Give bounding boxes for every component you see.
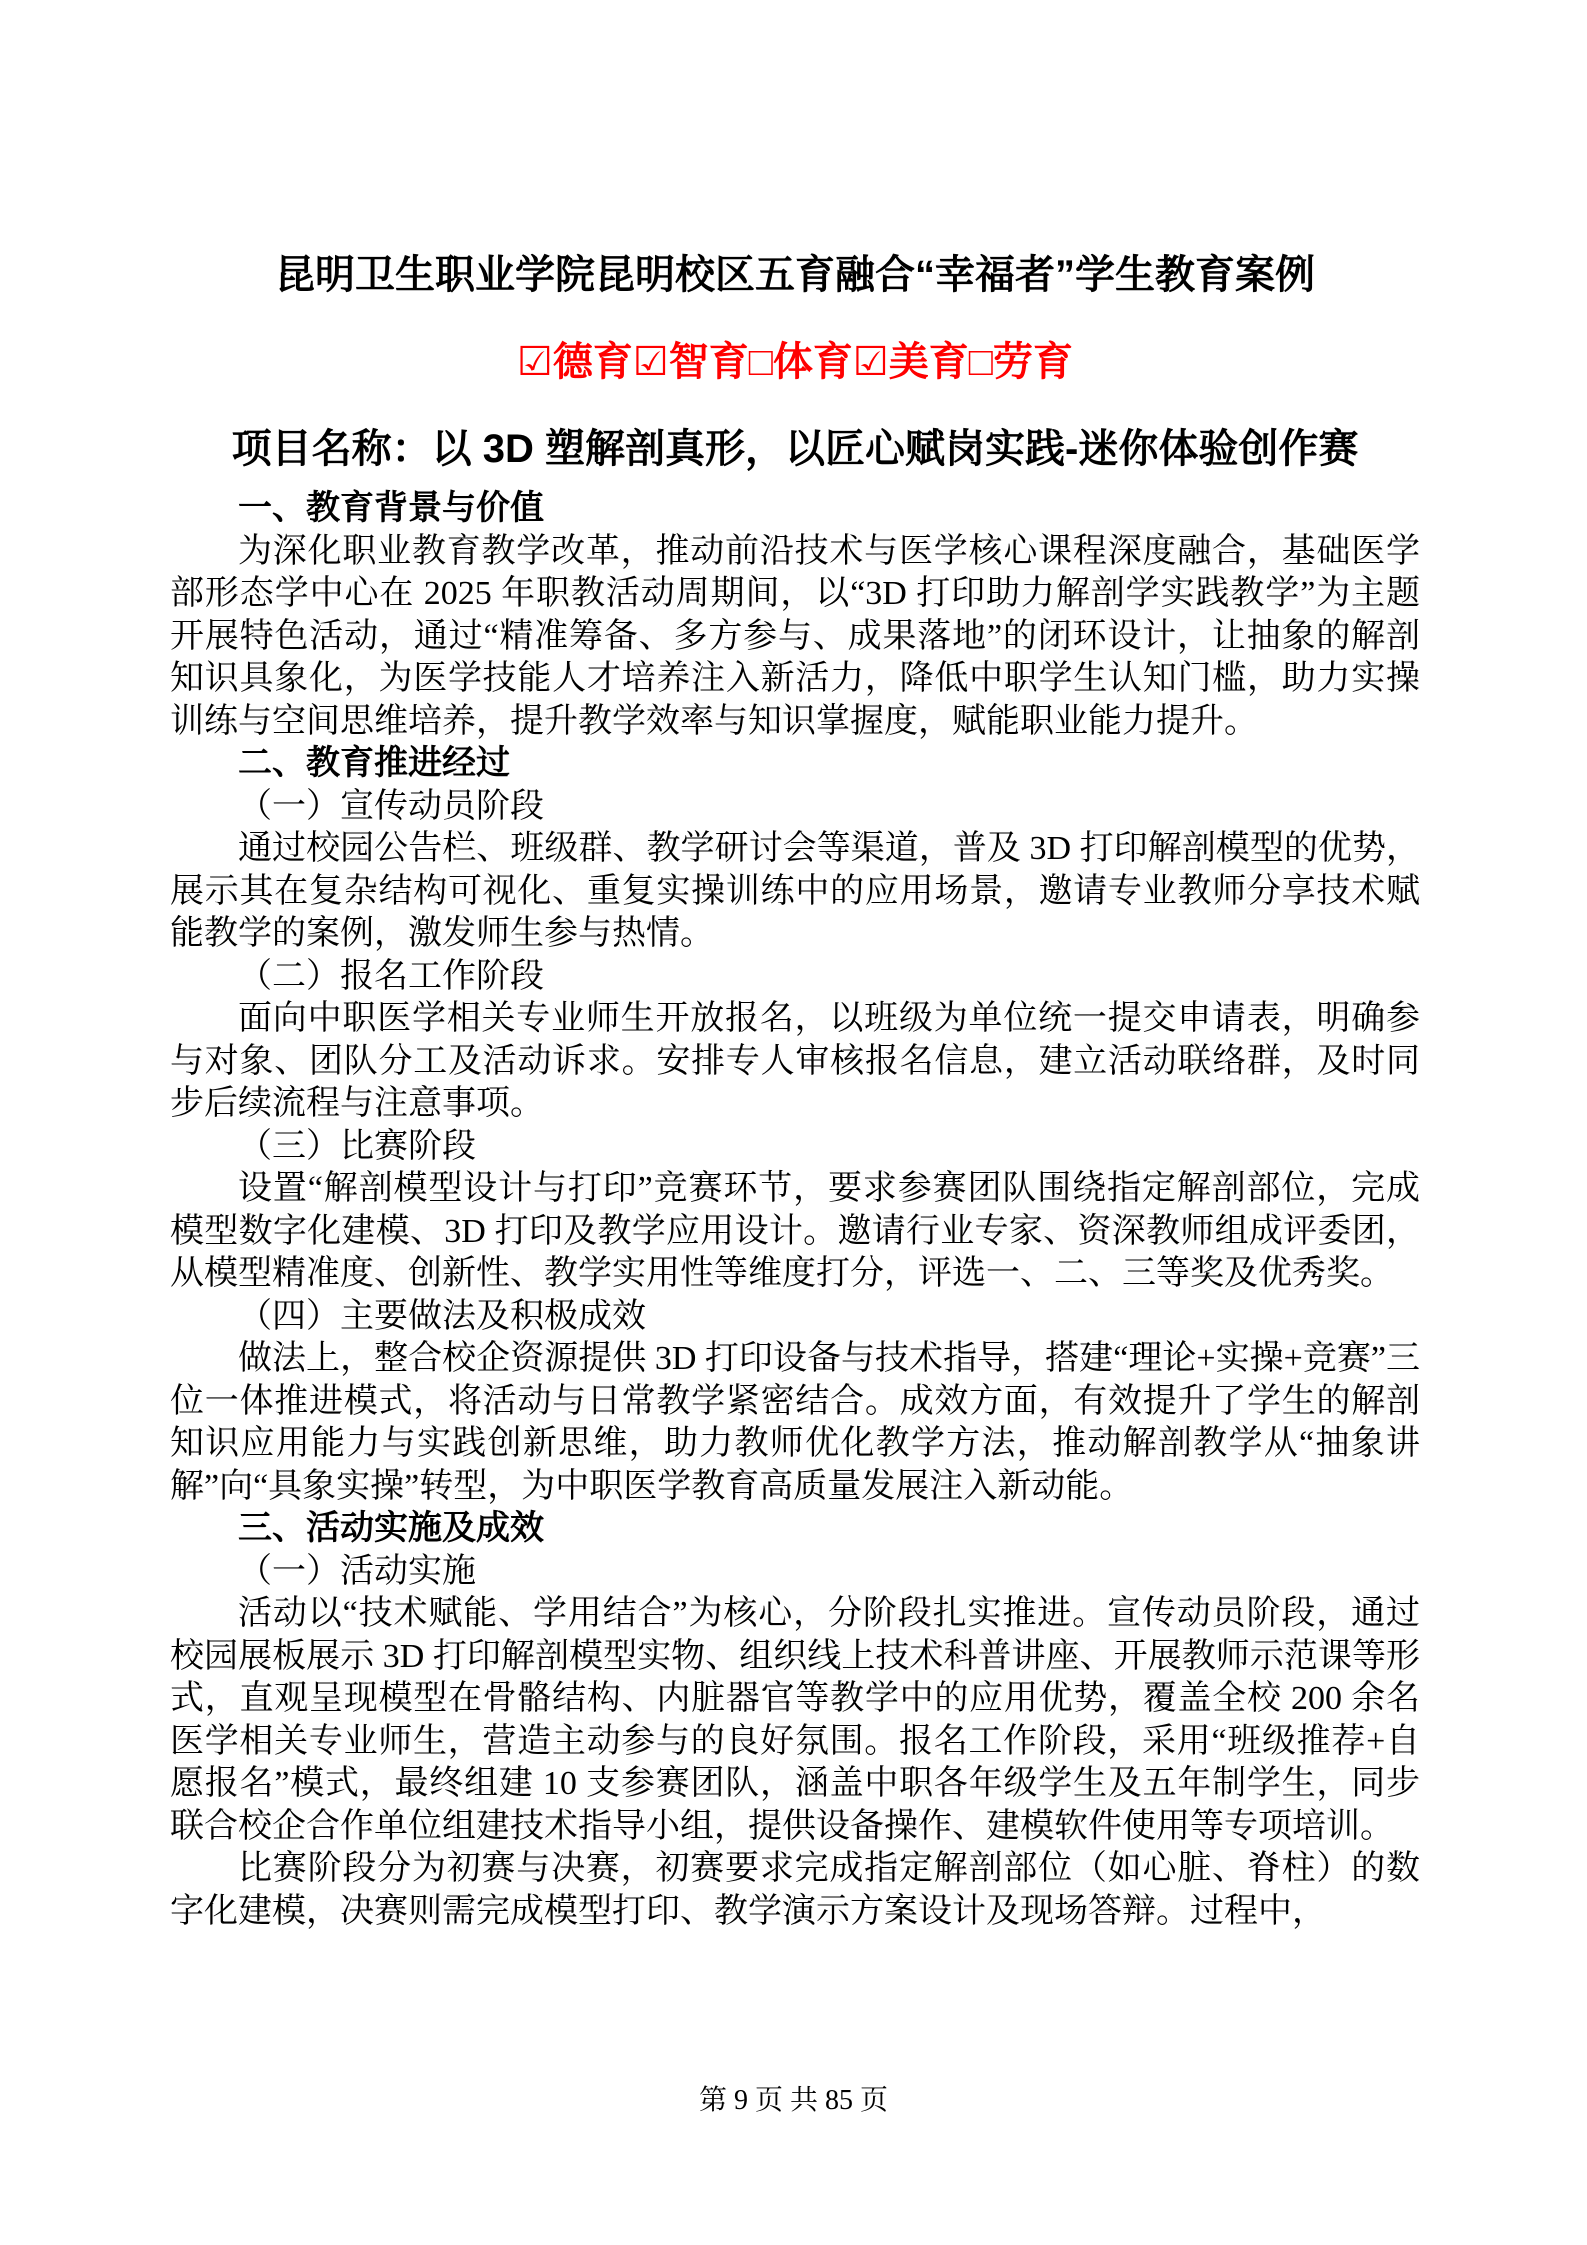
checkbox-checked-icon: ☑ bbox=[632, 340, 669, 384]
category-item-label: 德育 bbox=[552, 340, 633, 384]
page-number: 第 9 页 共 85 页 bbox=[698, 2085, 888, 2116]
category-item-label: 美育 bbox=[888, 340, 969, 384]
category-item-checked bbox=[853, 340, 969, 384]
checkbox-checked-icon: ☑ bbox=[517, 340, 553, 384]
checkbox-unchecked-icon: □ bbox=[968, 340, 993, 384]
section-heading: 三、活动实施及成效 bbox=[238, 1510, 544, 1547]
category-item-checked bbox=[633, 340, 749, 384]
body-paragraph: 为深化职业教育教学改革，推动前沿技术与医学核心课程深度融合，基础医学部形态学中心在 2025 年职教活动周期间，以“3D 打印助力解剖学实践教学”为主题开展特色活动，通过“精准筹备、多方参与、成果落地”的闭环设计，让抽象的解剖知识具象化，为医学技能人才培养注入新活力，降低中职学生认知门槛，助力实操训练与空间思维培养，提升教学效率与知识掌握度，赋能职业能力提升。 bbox=[170, 532, 1420, 740]
project-title: 项目名称：以 3D 塑解剖真形，以匠心赋岗实践-迷你体验创作赛 bbox=[231, 427, 1359, 471]
section-subheading: （一）宣传动员阶段 bbox=[238, 787, 544, 825]
category-item-label: 劳育 bbox=[992, 340, 1073, 384]
category-item-unchecked bbox=[969, 340, 1073, 384]
body-paragraph: 设置“解剖模型设计与打印”竞赛环节，要求参赛团队围绕指定解剖部位，完成模型数字化建模、3D 打印及教学应用设计。邀请行业专家、资深教师组成评委团，从模型精准度、创新性、教学实用性等维度打分，评选一、二、三等奖及优秀奖。 bbox=[170, 1170, 1420, 1292]
category-checkbox-line bbox=[170, 338, 1420, 386]
section-subheading: （二）报名工作阶段 bbox=[238, 957, 544, 995]
document-title: 昆明卫生职业学院昆明校区五育融合“幸福者”学生教育案例 bbox=[275, 253, 1315, 297]
section-subheading: （一）活动实施 bbox=[238, 1552, 476, 1590]
document-content-area bbox=[170, 250, 1420, 1933]
checkbox-checked-icon: ☑ bbox=[852, 340, 889, 384]
section-subheading: （四）主要做法及积极成效 bbox=[238, 1297, 646, 1335]
category-item-label: 智育 bbox=[668, 340, 749, 384]
document-body bbox=[170, 488, 1420, 1933]
category-item-checked bbox=[517, 340, 633, 384]
checkbox-unchecked-icon: □ bbox=[748, 340, 773, 384]
category-item-label: 体育 bbox=[772, 340, 853, 384]
body-paragraph: 比赛阶段分为初赛与决赛，初赛要求完成指定解剖部位（如心脏、脊柱）的数字化建模，决赛则需完成模型打印、教学演示方案设计及现场答辩。过程中， bbox=[170, 1850, 1420, 1930]
body-paragraph: 通过校园公告栏、班级群、教学研讨会等渠道，普及 3D 打印解剖模型的优势，展示其在复杂结构可视化、重复实操训练中的应用场景，邀请专业教师分享技术赋能教学的案例，激发师生参与热情。 bbox=[170, 830, 1420, 952]
section-heading: 二、教育推进经过 bbox=[238, 745, 510, 782]
section-heading: 一、教育背景与价值 bbox=[238, 490, 544, 527]
body-paragraph: 面向中职医学相关专业师生开放报名，以班级为单位统一提交申请表，明确参与对象、团队分工及活动诉求。安排专人审核报名信息，建立活动联络群，及时同步后续流程与注意事项。 bbox=[170, 1000, 1420, 1122]
section-subheading: （三）比赛阶段 bbox=[238, 1127, 476, 1165]
body-paragraph: 做法上，整合校企资源提供 3D 打印设备与技术指导，搭建“理论+实操+竞赛”三位一体推进模式，将活动与日常教学紧密结合。成效方面，有效提升了学生的解剖知识应用能力与实践创新思维，助力教师优化教学方法，推动解剖教学从“抽象讲解”向“具象实操”转型，为中职医学教育高质量发展注入新动能。 bbox=[170, 1340, 1420, 1505]
category-item-unchecked bbox=[749, 340, 853, 384]
body-paragraph: 活动以“技术赋能、学用结合”为核心，分阶段扎实推进。宣传动员阶段，通过校园展板展示 3D 打印解剖模型实物、组织线上技术科普讲座、开展教师示范课等形式，直观呈现模型在骨骼结构、内脏器官等教学中的应用优势，覆盖全校 200 余名医学相关专业师生，营造主动参与的良好氛围。报名工作阶段，采用“班级推荐+自愿报名”模式，最终组建 10 支参赛团队，涵盖中职各年级学生及五年制学生，同步联合校企合作单位组建技术指导小组，提供设备操作、建模软件使用等专项培训。 bbox=[170, 1595, 1420, 1845]
page-footer bbox=[0, 2085, 1587, 2117]
